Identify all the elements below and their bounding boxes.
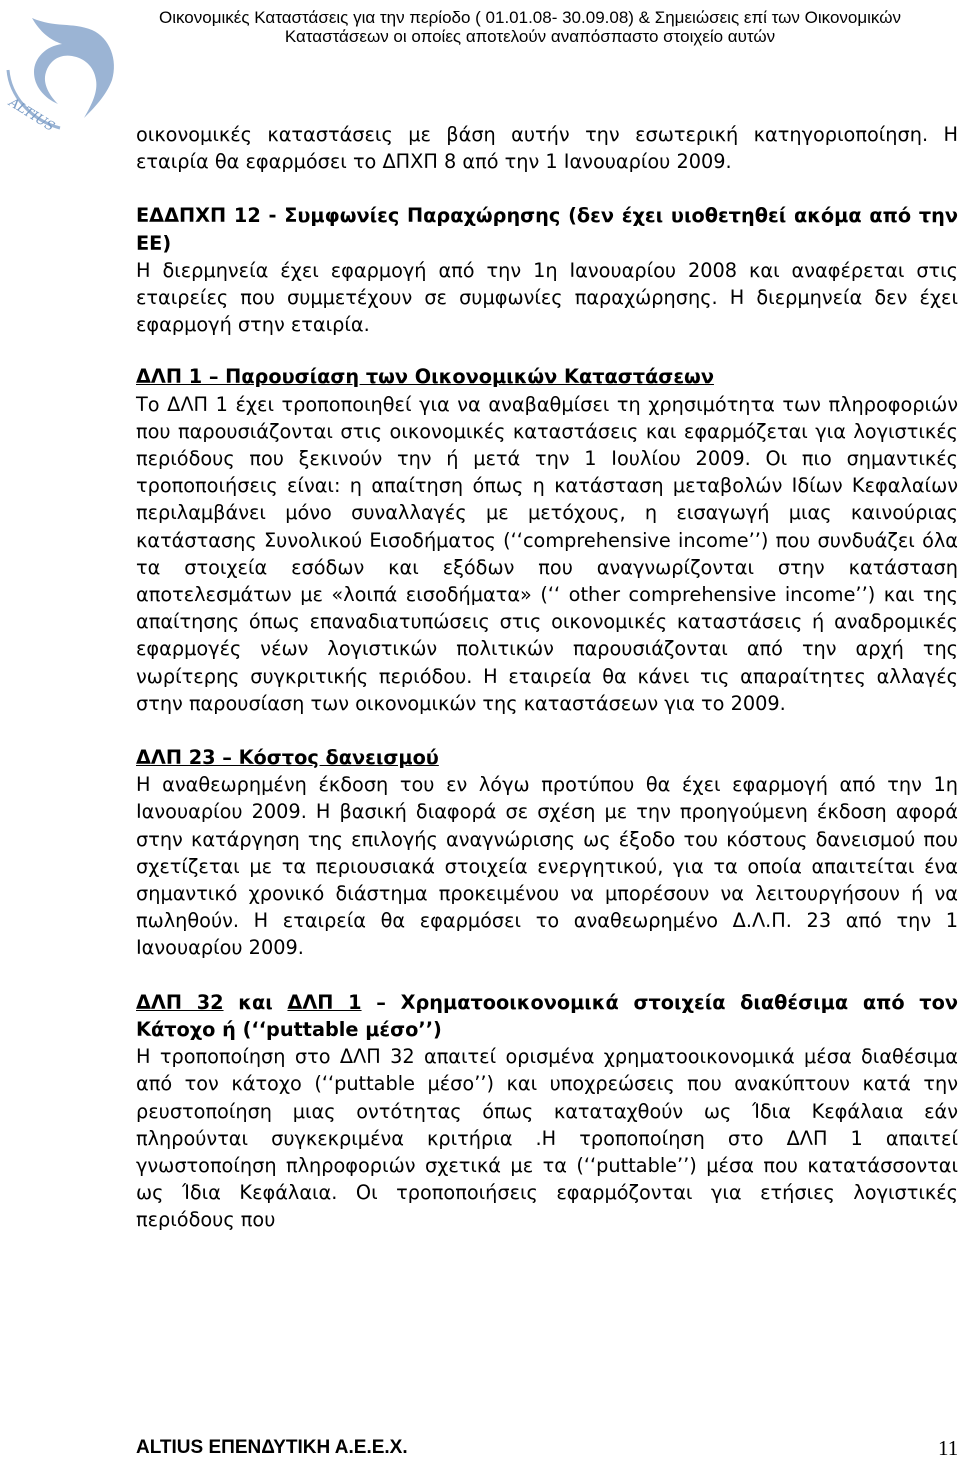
page-header bbox=[110, 8, 950, 46]
section-body-ias1: Το ΔΛΠ 1 έχει τροποποιηθεί για να αναβαθμίσει τη χρησιμότητα των πληροφοριών που παρουσιάζονται στις οικονομικές καταστάσεις και εφαρμόζεται για λογιστικές περιόδους που ξεκινούν την ή μετά την 1 Ιουλίου 2009. Οι πιο σημαντικές τροποποιήσεις είναι: η απαίτηση όπως η κατάσταση μεταβολών Ιδίων Κεφαλαίων περιλαμβάνει μόνο συναλλαγές με μετόχους, η εισαγωγή μιας καινούριας κατάστασης Συνολικού Εισοδήματος (‘‘comprehensive income’’) που συνδυάζει όλα τα στοιχεία εσόδων και εξόδων που αναγνωρίζονται στην κατάσταση αποτελεσμάτων με «λοιπά εισοδήματα» (‘‘ other comprehensive income’’) και της απαίτησης όπως επαναδιατυπώσεις στις οικονομικές καταστάσεις ή αναδρομικές εφαρμογές νέων λογιστικών πολιτικών παρουσιάζονται από την αρχή της νωρίτερης συγκριτικής περιόδου. Η εταιρεία θα κάνει τις απαραίτητες αλλαγές στην παρουσίαση των οικονομικών της καταστάσεων για το 2009. bbox=[136, 392, 958, 715]
page-number: 11 bbox=[938, 1436, 959, 1460]
section-body-ias23: Η αναθεωρημένη έκδοση του εν λόγω προτύπου θα έχει εφαρμογή από την 1η Ιανουαρίου 2009. Η βασική διαφορά σε σχέση με την προηγούμενη έκδοση αφορά στην κατάργηση της επιλογής αναγνώρισης ως έξοδο του κόστους δανεισμού που σχετίζεται με τα περιουσιακά στοιχεία ενεργητικού, για τα οποία απαιτείται ένα σημαντικό χρονικό διάστημα προκειμένου να μπορέσουν να λειτουργήσουν ή να πωληθούν. Η εταιρεία θα εφαρμόσει το αναθεωρημένο Δ.Λ.Π. 23 από την 1 Ιανουαρίου 2009. bbox=[136, 773, 958, 960]
section-body-ifric12: Η διερμηνεία έχει εφαρμογή από την 1η Ιανουαρίου 2008 και αναφέρεται στις εταιρείες που συμμετέχουν σε συμφωνίες παραχώρησης. Η διερμηνεία δεν έχει εφαρμογή στην εταιρία. bbox=[136, 258, 958, 337]
ias1-ref: ΔΛΠ 1 bbox=[287, 990, 362, 1014]
section-body-ias32: Η τροποποίηση στο ΔΛΠ 32 απαιτεί ορισμένα χρηματοοικονομικά μέσα διαθέσιμα από τον κάτοχο (‘‘puttable μέσο’’) και υποχρεώσεις που ανακύπτουν κατά την ρευστοποίηση μιας οντότητας όπως καταταχθούν ως Ίδια Κεφάλαια εάν πληρούνται συγκεκριμένα κριτήρια .Η τροποποίηση στο ΔΛΠ 1 απαιτεί γνωστοποίηση πληροφοριών σχετικά με τα (‘‘puttable’’) μέσα που κατατάσσονται ως Ίδια Κεφάλαια. Οι τροποποιήσεις εφαρμόζονται για ετήσιες λογιστικές περιόδους που bbox=[136, 1045, 958, 1232]
ias1-title: ΔΛΠ 1 – Παρουσίαση των Οικονομικών Καταστάσεων bbox=[136, 365, 714, 389]
logo-text: ALTIUS bbox=[6, 95, 57, 135]
section-heading-ias23 bbox=[136, 744, 958, 771]
footer-company: ALTIUS ΕΠΕΝΔΥΤΙΚΗ Α.Ε.Ε.Χ. bbox=[136, 1437, 408, 1458]
ias32-connector: και bbox=[223, 990, 288, 1014]
document-body bbox=[136, 121, 958, 1234]
section-heading-ias1 bbox=[136, 363, 958, 390]
header-line-2: Καταστάσεων οι οποίες αποτελούν αναπόσπαστο στοιχείο αυτών bbox=[284, 27, 776, 46]
header-line-1: Οικονομικές Καταστάσεις για την περίοδο ( 01.01.08- 30.09.08) & Σημειώσεις επί των Οικονομικών bbox=[159, 8, 901, 27]
ias32-ref: ΔΛΠ 32 bbox=[136, 990, 224, 1014]
section-heading-ias32 bbox=[136, 989, 958, 1043]
logo-figure-shape bbox=[32, 18, 114, 118]
intro-paragraph: οικονομικές καταστάσεις με βάση αυτήν την εσωτερική κατηγοριοποίηση. Η εταιρία θα εφαρμόσει το ΔΠΧΠ 8 από την 1 Ιανουαρίου 2009. bbox=[136, 123, 958, 174]
section-heading-ifric12: ΕΔΔΠΧΠ 12 - Συμφωνίες Παραχώρησης (δεν έχει υιοθετηθεί ακόμα από την ΕΕ) bbox=[136, 204, 958, 255]
ias32-title-rest: – Χρηματοοικονομικά στοιχεία διαθέσιμα από τον Κάτοχο ή (‘‘puttable μέσο’’) bbox=[136, 990, 958, 1041]
ias23-title: ΔΛΠ 23 – Κόστος δανεισμού bbox=[136, 746, 439, 770]
